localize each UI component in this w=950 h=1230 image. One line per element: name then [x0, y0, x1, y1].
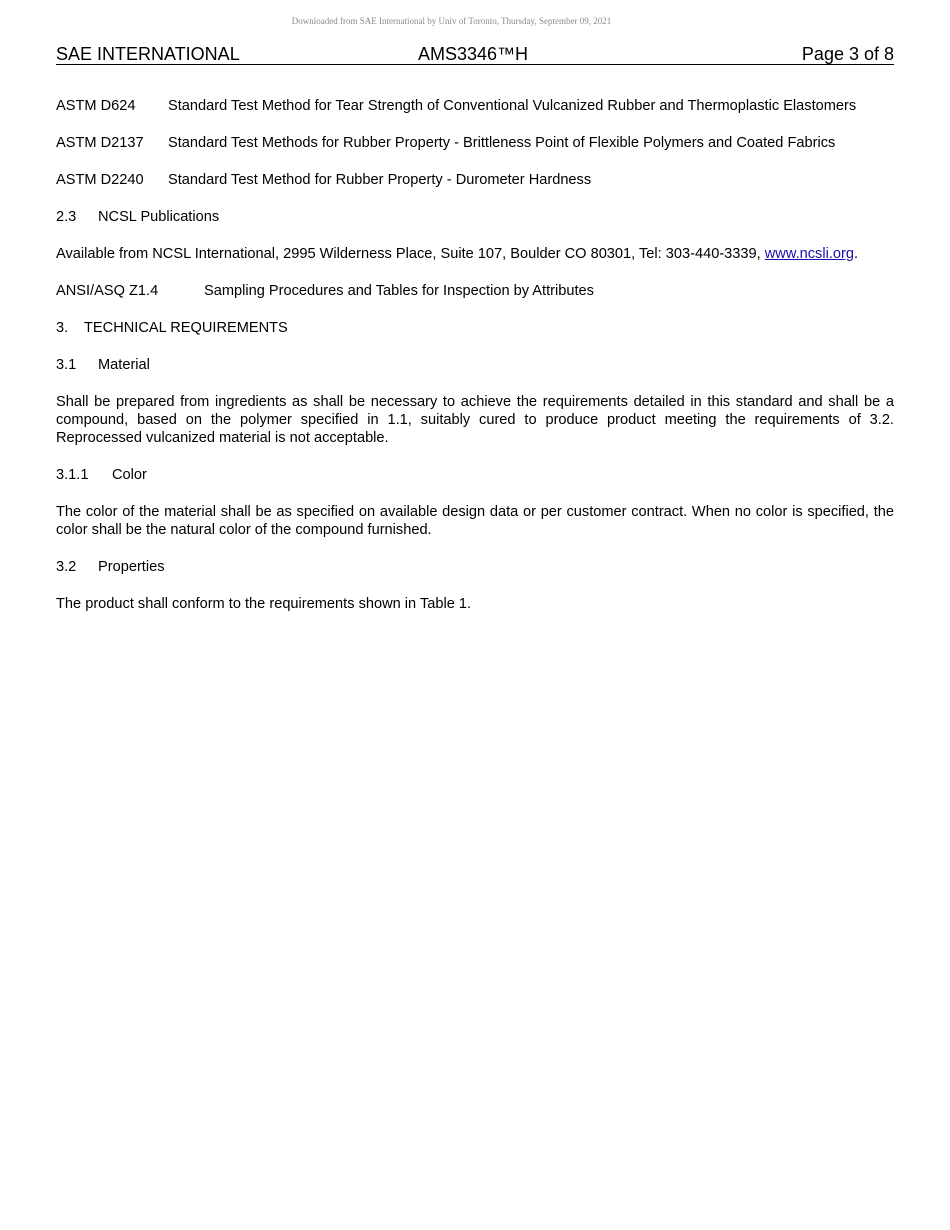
color-paragraph: The color of the material shall be as specified on available design data or per customer contract. When no color is specified, the color shall be the natural color of the compound furnished.: [56, 504, 894, 538]
reference-title: Sampling Procedures and Tables for Inspection by Attributes: [204, 283, 594, 299]
section-heading-properties: [56, 558, 894, 576]
header-page-number: Page 3 of 8: [801, 44, 894, 64]
section-title: Material: [98, 357, 150, 373]
reference-code: ASTM D2137: [56, 135, 144, 151]
link-suffix: .: [853, 246, 859, 262]
reference-astm-d624: [56, 97, 894, 115]
section-title: NCSL Publications: [98, 209, 220, 225]
section-heading-material: [56, 356, 894, 374]
reference-title: Standard Test Method for Rubber Property - Durometer Hardness: [168, 172, 592, 188]
reference-astm-d2137: [56, 134, 894, 152]
ncsli-website-link[interactable]: www.ncsli.org: [764, 246, 854, 262]
reference-astm-d2240: [56, 171, 894, 189]
reference-title: Standard Test Methods for Rubber Property - Brittleness Point of Flexible Polymers and Coated Fabrics: [168, 135, 836, 151]
header-organization: SAE INTERNATIONAL: [56, 44, 240, 64]
reference-code: ANSI/ASQ Z1.4: [56, 283, 159, 299]
reference-code: ASTM D2240: [56, 172, 144, 188]
section-heading-color: [56, 466, 894, 484]
reference-ansi-asq-z14: [56, 282, 894, 300]
page-header: [56, 44, 894, 65]
section-number: 3.: [56, 320, 69, 336]
section-heading-technical-requirements: [56, 319, 894, 337]
material-paragraph: Shall be prepared from ingredients as shall be necessary to achieve the requirements detailed in this standard and shall be a compound, based on the polymer specified in 1.1, suitably cured to produce product meeting the requirements of 3.2. Reprocessed vulcanized material is not acceptable.: [56, 394, 894, 446]
section-title: Color: [112, 467, 147, 483]
section-title: Properties: [98, 559, 165, 575]
ncsl-availability-paragraph: [56, 245, 894, 263]
section-number: 3.2: [56, 559, 77, 575]
section-number: 3.1.1: [56, 467, 89, 483]
reference-title: Standard Test Method for Tear Strength of Conventional Vulcanized Rubber and Thermoplastic Elastomers: [168, 98, 857, 114]
download-watermark: Downloaded from SAE International by Univ of Toronto, Thursday, September 09, 2021: [291, 16, 612, 26]
document-body: [56, 97, 894, 632]
section-title: TECHNICAL REQUIREMENTS: [84, 320, 288, 336]
section-number: 2.3: [56, 209, 77, 225]
section-number: 3.1: [56, 357, 77, 373]
section-heading-ncsl: [56, 208, 894, 226]
reference-code: ASTM D624: [56, 98, 136, 114]
header-document-id: AMS3346™H: [418, 44, 529, 64]
properties-paragraph: The product shall conform to the requirements shown in Table 1.: [56, 596, 472, 612]
availability-text: Available from NCSL International, 2995 Wilderness Place, Suite 107, Boulder CO 80301, Tel: 303-440-3339,: [56, 246, 761, 262]
